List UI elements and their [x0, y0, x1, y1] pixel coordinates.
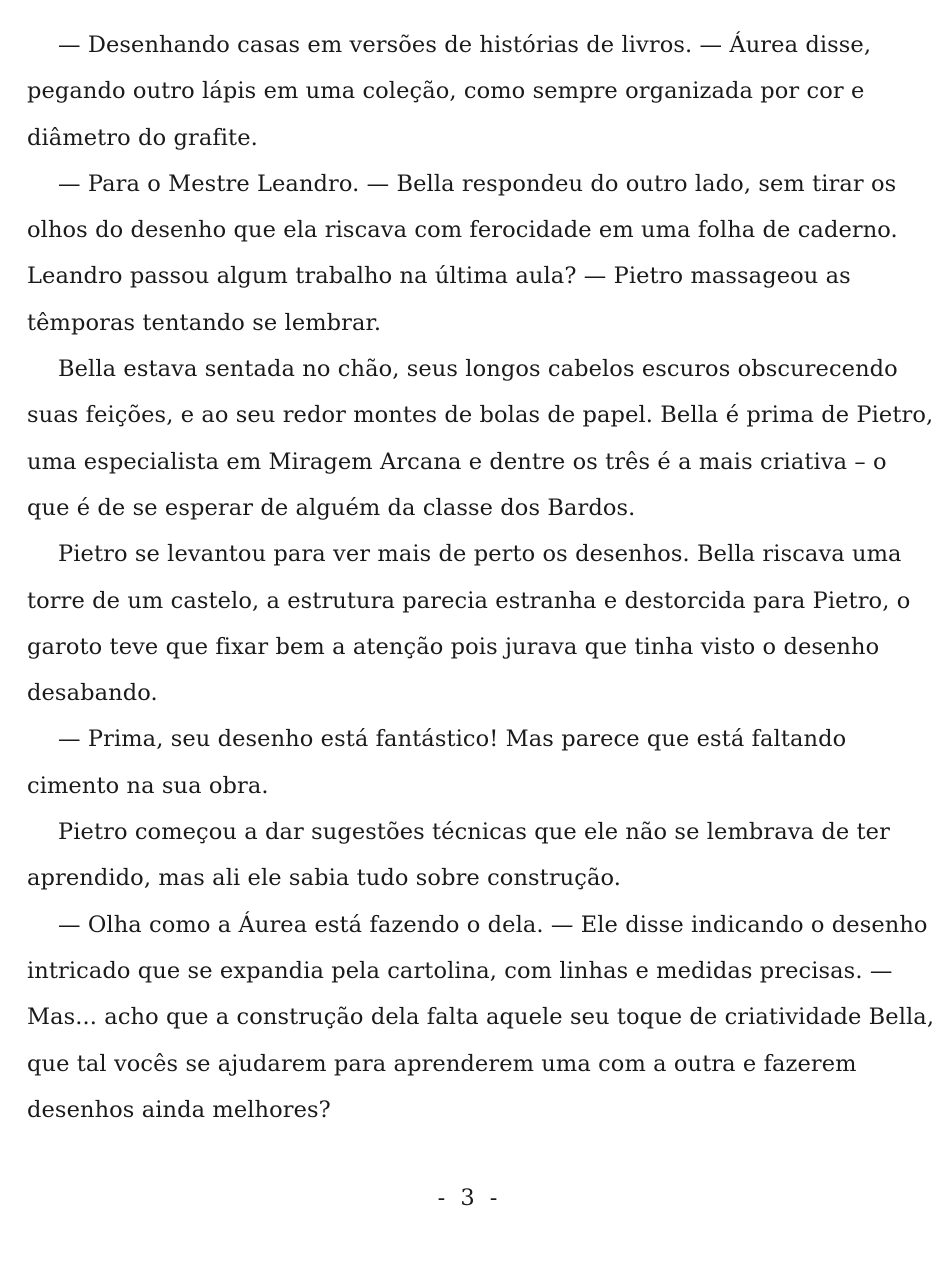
text-line: desabando.	[27, 680, 158, 707]
text-line: cimento na sua obra.	[27, 772, 269, 799]
text-line: que é de se esperar de alguém da classe dos Bardos.	[27, 494, 636, 521]
page-number: - 3 -	[437, 1185, 502, 1212]
text-line: Leandro passou algum trabalho na última aula? — Pietro massageou as	[27, 263, 851, 290]
page-text	[27, 22, 935, 1133]
text-line: Bella estava sentada no chão, seus longos cabelos escuros obscurecendo	[58, 356, 898, 383]
page-footer	[27, 1175, 912, 1221]
text-line: diâmetro do grafite.	[27, 124, 258, 151]
text-line: que tal vocês se ajudarem para aprenderem uma com a outra e fazerem	[27, 1050, 857, 1077]
text-line: olhos do desenho que ela riscava com ferocidade em uma folha de caderno.	[27, 217, 898, 244]
text-line: têmporas tentando se lembrar.	[27, 309, 382, 336]
text-line: suas feições, e ao seu redor montes de bolas de papel. Bella é prima de Pietro,	[27, 402, 934, 429]
text-line: desenhos ainda melhores?	[27, 1096, 331, 1123]
text-line: Mas... acho que a construção dela falta aquele seu toque de criatividade Bella,	[27, 1004, 935, 1031]
text-line: Pietro começou a dar sugestões técnicas que ele não se lembrava de ter	[58, 819, 890, 846]
text-line: — Desenhando casas em versões de histórias de livros. — Áurea disse,	[58, 32, 872, 58]
text-line: aprendido, mas ali ele sabia tudo sobre construção.	[27, 865, 621, 892]
text-line: Pietro se levantou para ver mais de perto os desenhos. Bella riscava uma	[58, 541, 902, 568]
text-line: — Para o Mestre Leandro. — Bella respondeu do outro lado, sem tirar os	[58, 170, 897, 197]
text-line: — Olha como a Áurea está fazendo o dela. — Ele disse indicando o desenho	[58, 911, 928, 938]
text-line: garoto teve que fixar bem a atenção pois jurava que tinha visto o desenho	[27, 633, 880, 660]
text-line: torre de um castelo, a estrutura parecia estranha e destorcida para Pietro, o	[27, 587, 911, 614]
text-line: intricado que se expandia pela cartolina, com linhas e medidas precisas. —	[27, 957, 893, 984]
text-line: uma especialista em Miragem Arcana e dentre os três é a mais criativa – o	[27, 448, 887, 475]
text-line: — Prima, seu desenho está fantástico! Mas parece que está faltando	[58, 726, 847, 753]
text-line: pegando outro lápis em uma coleção, como sempre organizada por cor e	[27, 78, 865, 105]
